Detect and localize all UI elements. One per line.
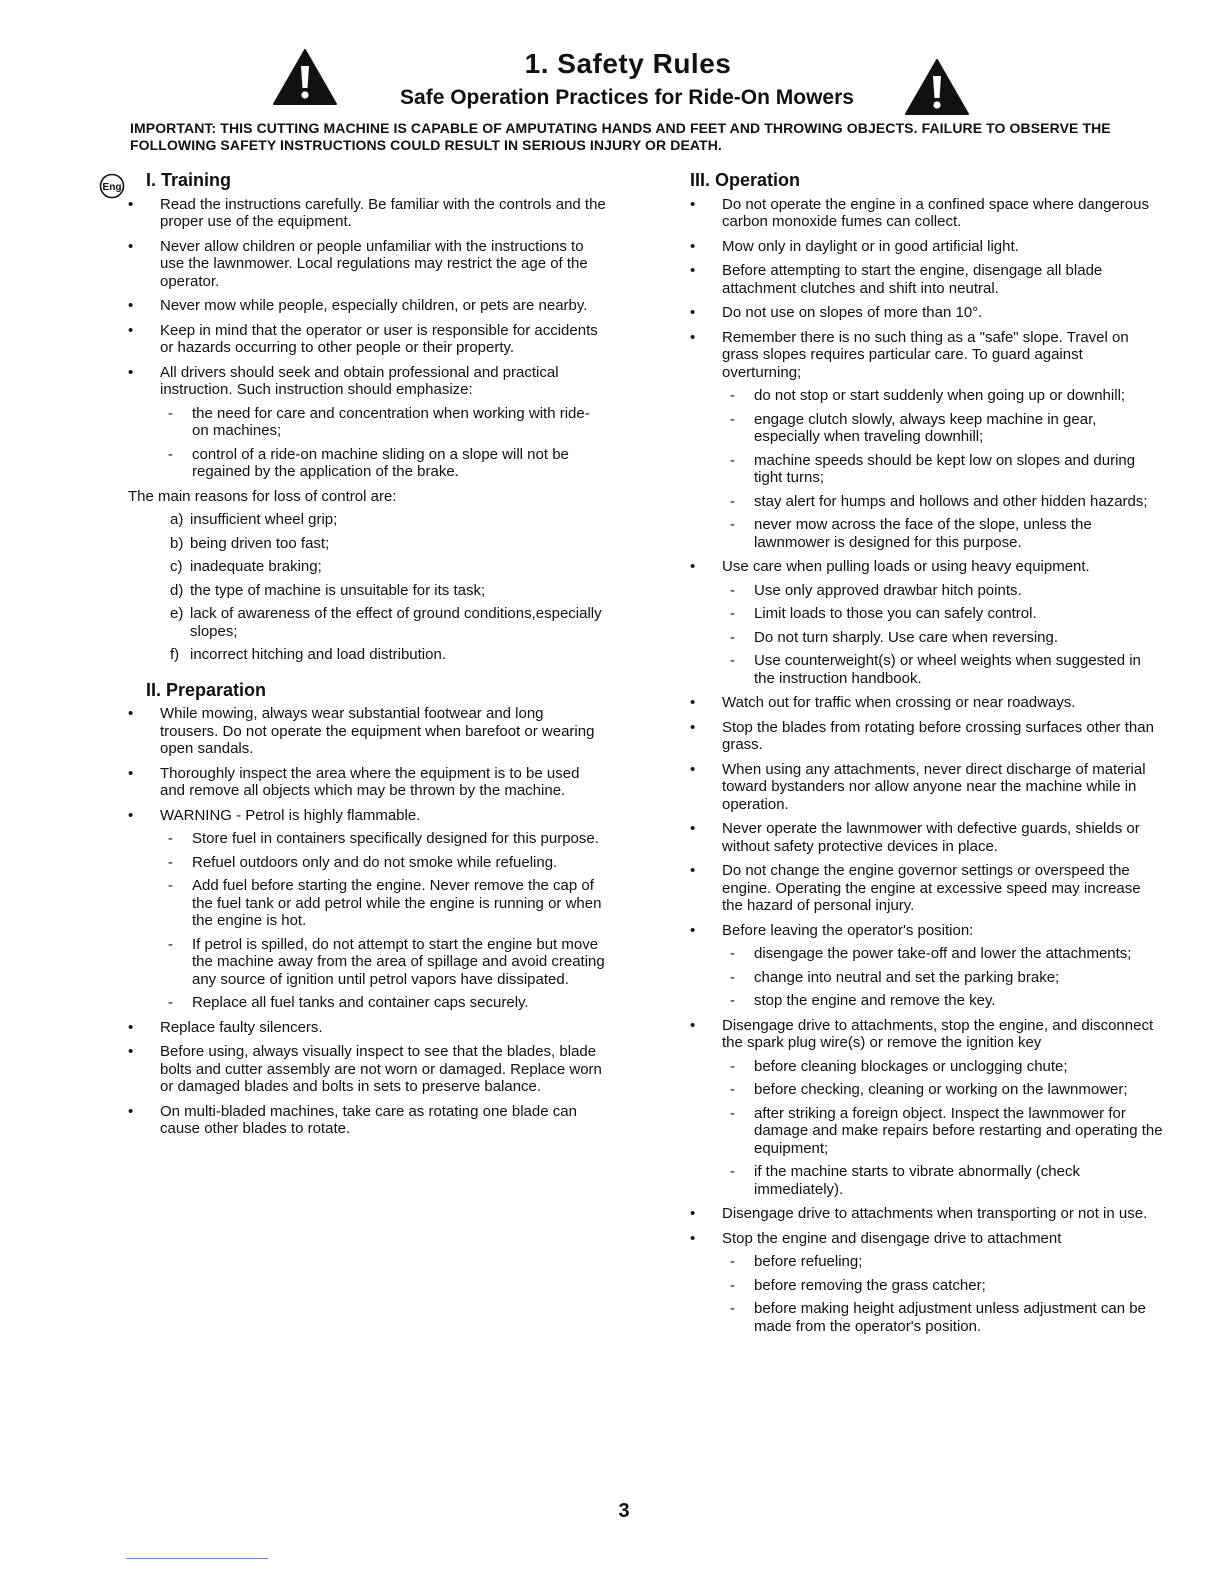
list-letter: b): [170, 534, 184, 552]
sub-list-item: - If petrol is spilled, do not attempt to start the engine but move the machine away from the area of spillage and avoid creating any source of ignition until petrol vapors have dissipated.: [160, 936, 606, 989]
important-label: IMPORTANT:: [130, 120, 217, 136]
sub-list-item: - before making height adjustment unless adjustment can be made from the operator's position.: [722, 1300, 1164, 1335]
list-item: [128, 558, 606, 576]
list-item-text: Remember there is no such thing as a "safe" slope. Travel on grass slopes requires particular care. To guard against overturning;: [722, 328, 1129, 381]
list-item: • Do not operate the engine in a confined space where dangerous carbon monoxide fumes can collect.: [690, 196, 1164, 231]
list-item: [128, 807, 606, 1012]
list-letter: c): [170, 558, 183, 575]
list-item: [690, 1230, 1164, 1336]
list-item-text: inadequate braking;: [190, 558, 322, 575]
footer-rule: [126, 1558, 268, 1559]
sub-list: [160, 405, 606, 481]
warning-triangle-icon: [904, 58, 970, 116]
sub-list: [722, 1058, 1164, 1199]
sub-list-item: - after striking a foreign object. Inspect the lawnmower for damage and make repairs before restarting and operating the equipment;: [722, 1105, 1164, 1158]
list-item: • Do not use on slopes of more than 10°.: [690, 304, 1164, 322]
reasons-intro: The main reasons for loss of control are:: [128, 487, 397, 505]
sub-list-item: - Replace all fuel tanks and container caps securely.: [160, 994, 606, 1012]
training-list: [128, 196, 606, 481]
sub-list: [722, 1253, 1164, 1335]
list-item: • Replace faulty silencers.: [128, 1019, 606, 1037]
list-item: • Never mow while people, especially children, or pets are nearby.: [128, 297, 606, 315]
sub-list-item: - stay alert for humps and hollows and other hidden hazards;: [722, 493, 1164, 511]
list-item: [690, 558, 1164, 687]
sub-list: [160, 830, 606, 1012]
page-header: [0, 0, 1224, 153]
sub-list-item: - Use only approved drawbar hitch points.: [722, 582, 1164, 600]
list-item-text: Disengage drive to attachments, stop the engine, and disconnect the spark plug wire(s) or remove the ignition key: [722, 1016, 1154, 1051]
language-badge-label: Eng: [102, 182, 122, 193]
list-item: • Before attempting to start the engine, disengage all blade attachment clutches and shift into neutral.: [690, 262, 1164, 297]
list-letter: e): [170, 605, 184, 622]
language-badge-icon: [99, 173, 125, 199]
list-item: • Never allow children or people unfamiliar with the instructions to use the lawnmower. Local regulations may restrict the age of the operator.: [128, 238, 606, 291]
list-item-text: incorrect hitching and load distribution.: [190, 646, 446, 663]
list-item-text: Use care when pulling loads or using heavy equipment.: [722, 558, 1090, 575]
sub-list-item: - engage clutch slowly, always keep machine in gear, especially when traveling downhill;: [722, 411, 1164, 446]
sub-list-item: - stop the engine and remove the key.: [722, 992, 1164, 1010]
list-item: [690, 1017, 1164, 1199]
sub-list-item: - Add fuel before starting the engine. Never remove the cap of the fuel tank or add petrol while the engine is running or when the engine is hot.: [160, 877, 606, 930]
list-item-text: WARNING - Petrol is highly flammable.: [160, 806, 421, 824]
list-letter: a): [170, 511, 184, 528]
list-item: [690, 329, 1164, 552]
sub-list-item: - do not stop or start suddenly when going up or downhill;: [722, 387, 1164, 405]
sub-list-item: - machine speeds should be kept low on slopes and during tight turns;: [722, 452, 1164, 487]
list-item: [128, 535, 606, 553]
sub-list-item: - change into neutral and set the parking brake;: [722, 969, 1164, 987]
list-letter: f): [170, 646, 180, 663]
list-letter: d): [170, 581, 184, 599]
operation-list: [690, 196, 1164, 1336]
list-item: • Read the instructions carefully. Be familiar with the controls and the proper use of the equipment.: [128, 196, 606, 231]
page-number: 3: [618, 1500, 630, 1522]
sub-list-item: - control of a ride-on machine sliding on a slope will not be regained by the application of the brake.: [160, 446, 606, 481]
sub-list-item: - Limit loads to those you can safely control.: [722, 605, 1164, 623]
list-item: [128, 605, 606, 640]
preparation-list: [128, 705, 606, 1138]
list-item: [128, 582, 606, 600]
sub-list-item: - if the machine starts to vibrate abnormally (check immediately).: [722, 1163, 1164, 1198]
sub-list-item: - before refueling;: [722, 1253, 1164, 1271]
list-item: • Thoroughly inspect the area where the equipment is to be used and remove all objects which may be thrown by the machine.: [128, 765, 606, 800]
list-item: • Mow only in daylight or in good artificial light.: [690, 238, 1164, 256]
list-item: • While mowing, always wear substantial footwear and long trousers. Do not operate the equipment when barefoot or wearing open sandals.: [128, 705, 606, 758]
important-text: THIS CUTTING MACHINE IS CAPABLE OF AMPUTATING HANDS AND FEET AND THROWING OBJECTS. FAILURE TO OBSERVE THE FOLLOWING SAFETY INSTRUCTIONS COULD RESULT IN SERIOUS INJURY OR DEATH.: [130, 120, 1111, 153]
page-subtitle: Safe Operation Practices for Ride-On Mowers: [400, 86, 854, 109]
sub-list-item: - before cleaning blockages or unclogging chute;: [722, 1058, 1164, 1076]
training-heading: I. Training: [146, 170, 232, 190]
sub-list-item: - Use counterweight(s) or wheel weights when suggested in the instruction handbook.: [722, 652, 1164, 687]
sub-list: [722, 582, 1164, 688]
list-item-text: Before leaving the operator's position:: [722, 921, 974, 939]
list-item: • On multi-bladed machines, take care as rotating one blade can cause other blades to rotate.: [128, 1103, 606, 1138]
right-column: [690, 172, 1164, 1342]
sub-list-item: - before removing the grass catcher;: [722, 1277, 1164, 1295]
sub-list-item: - Do not turn sharply. Use care when reversing.: [722, 629, 1164, 647]
sub-list-item: - Refuel outdoors only and do not smoke while refueling.: [160, 854, 606, 872]
sub-list-item: - disengage the power take-off and lower the attachments;: [722, 945, 1164, 963]
list-item: • Stop the blades from rotating before crossing surfaces other than grass.: [690, 719, 1164, 754]
list-item: • Never operate the lawnmower with defective guards, shields or without safety protective devices in place.: [690, 820, 1164, 855]
list-item: [690, 922, 1164, 1010]
sub-list-item: - Store fuel in containers specifically designed for this purpose.: [160, 830, 606, 848]
list-item: [128, 511, 606, 529]
list-item: • Keep in mind that the operator or user is responsible for accidents or hazards occurring to other people or their property.: [128, 322, 606, 357]
list-item: • Do not change the engine governor settings or overspeed the engine. Operating the engine at excessive speed may increase the hazard of personal injury.: [690, 862, 1164, 915]
list-item: • Before using, always visually inspect to see that the blades, blade bolts and cutter assembly are not worn or damaged. Replace worn or damaged blades and bolts in sets to preserve balance.: [128, 1043, 606, 1096]
list-item-text: All drivers should seek and obtain professional and practical instruction. Such instruction should emphasize:: [160, 363, 559, 398]
list-item: • When using any attachments, never direct discharge of material toward bystanders nor allow anyone near the machine while in operation.: [690, 761, 1164, 814]
sub-list: [722, 945, 1164, 1010]
list-item: • Disengage drive to attachments when transporting or not in use.: [690, 1205, 1164, 1223]
list-item-text: insufficient wheel grip;: [190, 511, 338, 528]
list-item: [128, 364, 606, 481]
list-item: [128, 646, 606, 664]
list-item-text: lack of awareness of the effect of ground conditions,especially slopes;: [190, 605, 602, 640]
page-title: 1. Safety Rules: [524, 48, 732, 79]
sub-list-item: - never mow across the face of the slope, unless the lawnmower is designed for this purpose.: [722, 516, 1164, 551]
sub-list-item: - the need for care and concentration when working with ride-on machines;: [160, 405, 606, 440]
list-item-text: Stop the engine and disengage drive to attachment: [722, 1229, 1062, 1247]
list-item-text: the type of machine is unsuitable for its task;: [190, 581, 486, 599]
reasons-list: [128, 511, 606, 664]
sub-list: [722, 387, 1164, 551]
sub-list-item: - before checking, cleaning or working on the lawnmower;: [722, 1081, 1164, 1099]
operation-heading: III. Operation: [690, 170, 801, 190]
important-notice: [130, 120, 1170, 154]
list-item: • Watch out for traffic when crossing or near roadways.: [690, 694, 1164, 712]
left-column: [128, 172, 606, 1145]
preparation-heading: II. Preparation: [146, 679, 267, 700]
list-item-text: being driven too fast;: [190, 534, 330, 552]
